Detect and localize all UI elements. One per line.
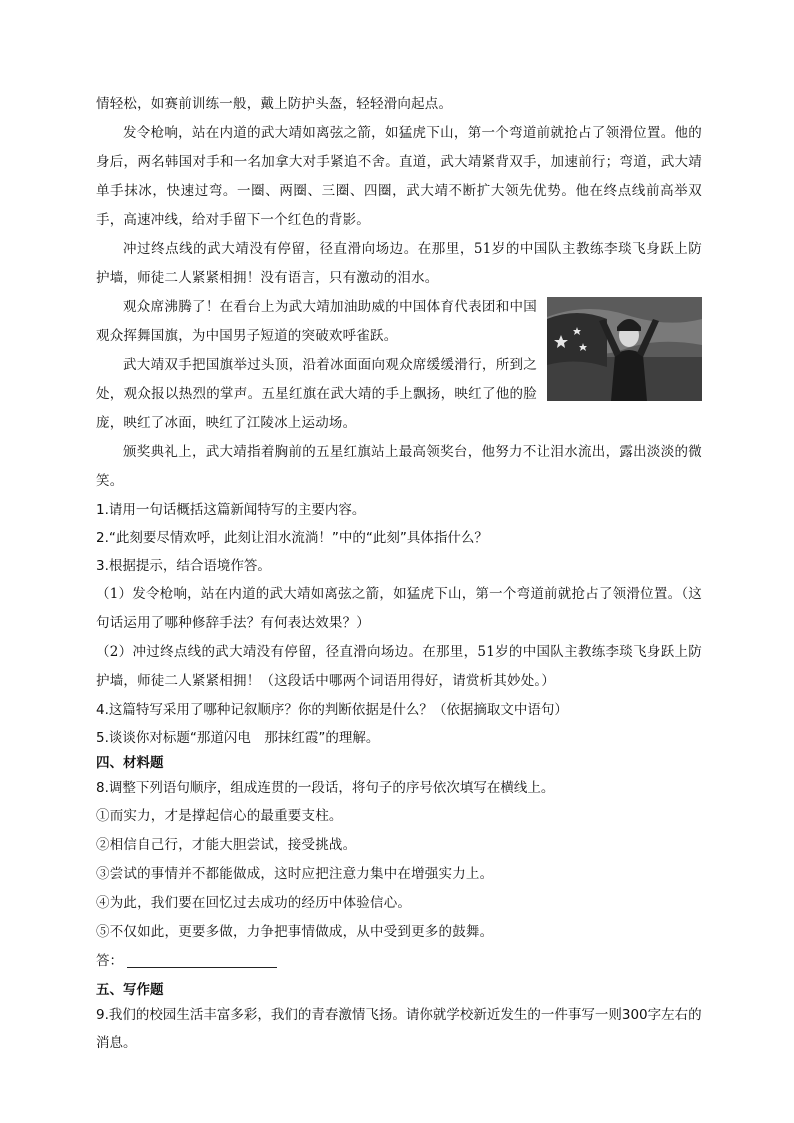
question-3: 3.根据提示，结合语境作答。 — [96, 558, 271, 574]
section-5-heading: 五、写作题 — [96, 982, 164, 998]
question-1: 1.请用一句话概括这篇新闻特写的主要内容。 — [96, 502, 366, 518]
question-2: 2.“此刻要尽情欢呼，此刻让泪水流淌！”中的“此刻”具体指什么？ — [96, 530, 488, 546]
article-paragraph-0: 情轻松，如赛前训练一般，戴上防护头盔，轻轻滑向起点。 — [96, 96, 453, 112]
sentence-1: ①而实力，才是撑起信心的最重要支柱。 — [96, 808, 343, 824]
sentence-3: ③尝试的事情并不都能做成，这时应把注意力集中在增强实力上。 — [96, 866, 494, 882]
article-paragraph-3: 观众席沸腾了！在看台上为武大靖加油助威的中国体育代表团和中国观众挥舞国旗，为中国男子短道的突破欢呼雀跃。 — [96, 299, 537, 344]
question-8: 8.调整下列语句顺序，组成连贯的一段话，将句子的序号依次填写在横线上。 — [96, 780, 555, 796]
article-paragraph-4: 武大靖双手把国旗举过头顶，沿着冰面面向观众席缓缓滑行，所到之处，观众报以热烈的掌声。五星红旗在武大靖的手上飘扬，映红了他的脸庞，映红了冰面，映红了江陵冰上运动场。 — [96, 357, 537, 431]
sentence-5: ⑤不仅如此，更要多做，力争把事情做成，从中受到更多的鼓舞。 — [96, 924, 494, 940]
section-4-heading: 四、材料题 — [96, 755, 164, 771]
question-9: 9.我们的校园生活丰富多彩，我们的青春激情飞扬。请你就学校新近发生的一件事写一则300字左右的消息。 — [96, 1007, 702, 1051]
document-page — [96, 90, 702, 1057]
answer-blank-line[interactable] — [127, 951, 277, 968]
sentence-2: ②相信自己行，才能大胆尝试，接受挑战。 — [96, 837, 357, 853]
athlete-flag-photo — [547, 297, 702, 401]
question-4: 4.这篇特写采用了哪种记叙顺序？你的判断依据是什么？（依据摘取文中语句） — [96, 702, 568, 718]
article-paragraph-5: 颁奖典礼上，武大靖指着胸前的五星红旗站上最高领奖台，他努力不让泪水流出，露出淡淡的微笑。 — [96, 444, 702, 489]
answer-label: 答： — [96, 953, 123, 969]
question-3-part-2: （2）冲过终点线的武大靖没有停留，径直滑向场边。在那里，51岁的中国队主教练李琰飞身跃上防护墙，师徒二人紧紧相拥！（这段话中哪两个词语用得好，请赏析其妙处。） — [96, 644, 702, 689]
question-5: 5.谈谈你对标题“那道闪电 那抹红霞”的理解。 — [96, 730, 380, 746]
question-3-part-1: （1）发令枪响，站在内道的武大靖如离弦之箭，如猛虎下山，第一个弯道前就抢占了领滑位置。（这句话运用了哪种修辞手法？有何表达效果？） — [96, 586, 702, 631]
article-paragraph-2: 冲过终点线的武大靖没有停留，径直滑向场边。在那里，51岁的中国队主教练李琰飞身跃上防护墙，师徒二人紧紧相拥！没有语言，只有激动的泪水。 — [96, 241, 702, 286]
answer-row — [96, 947, 702, 975]
article-paragraph-1: 发令枪响，站在内道的武大靖如离弦之箭，如猛虎下山，第一个弯道前就抢占了领滑位置。他的身后，两名韩国对手和一名加拿大对手紧追不舍。直道，武大靖紧背双手，加速前行；弯道，武大靖单手抹冰，快速过弯。一圈、两圈、三圈、四圈，武大靖不断扩大领先优势。他在终点线前高举双手，高速冲线，给对手留下一个红色的背影。 — [96, 125, 702, 228]
sentence-4: ④为此，我们要在回忆过去成功的经历中体验信心。 — [96, 895, 412, 911]
